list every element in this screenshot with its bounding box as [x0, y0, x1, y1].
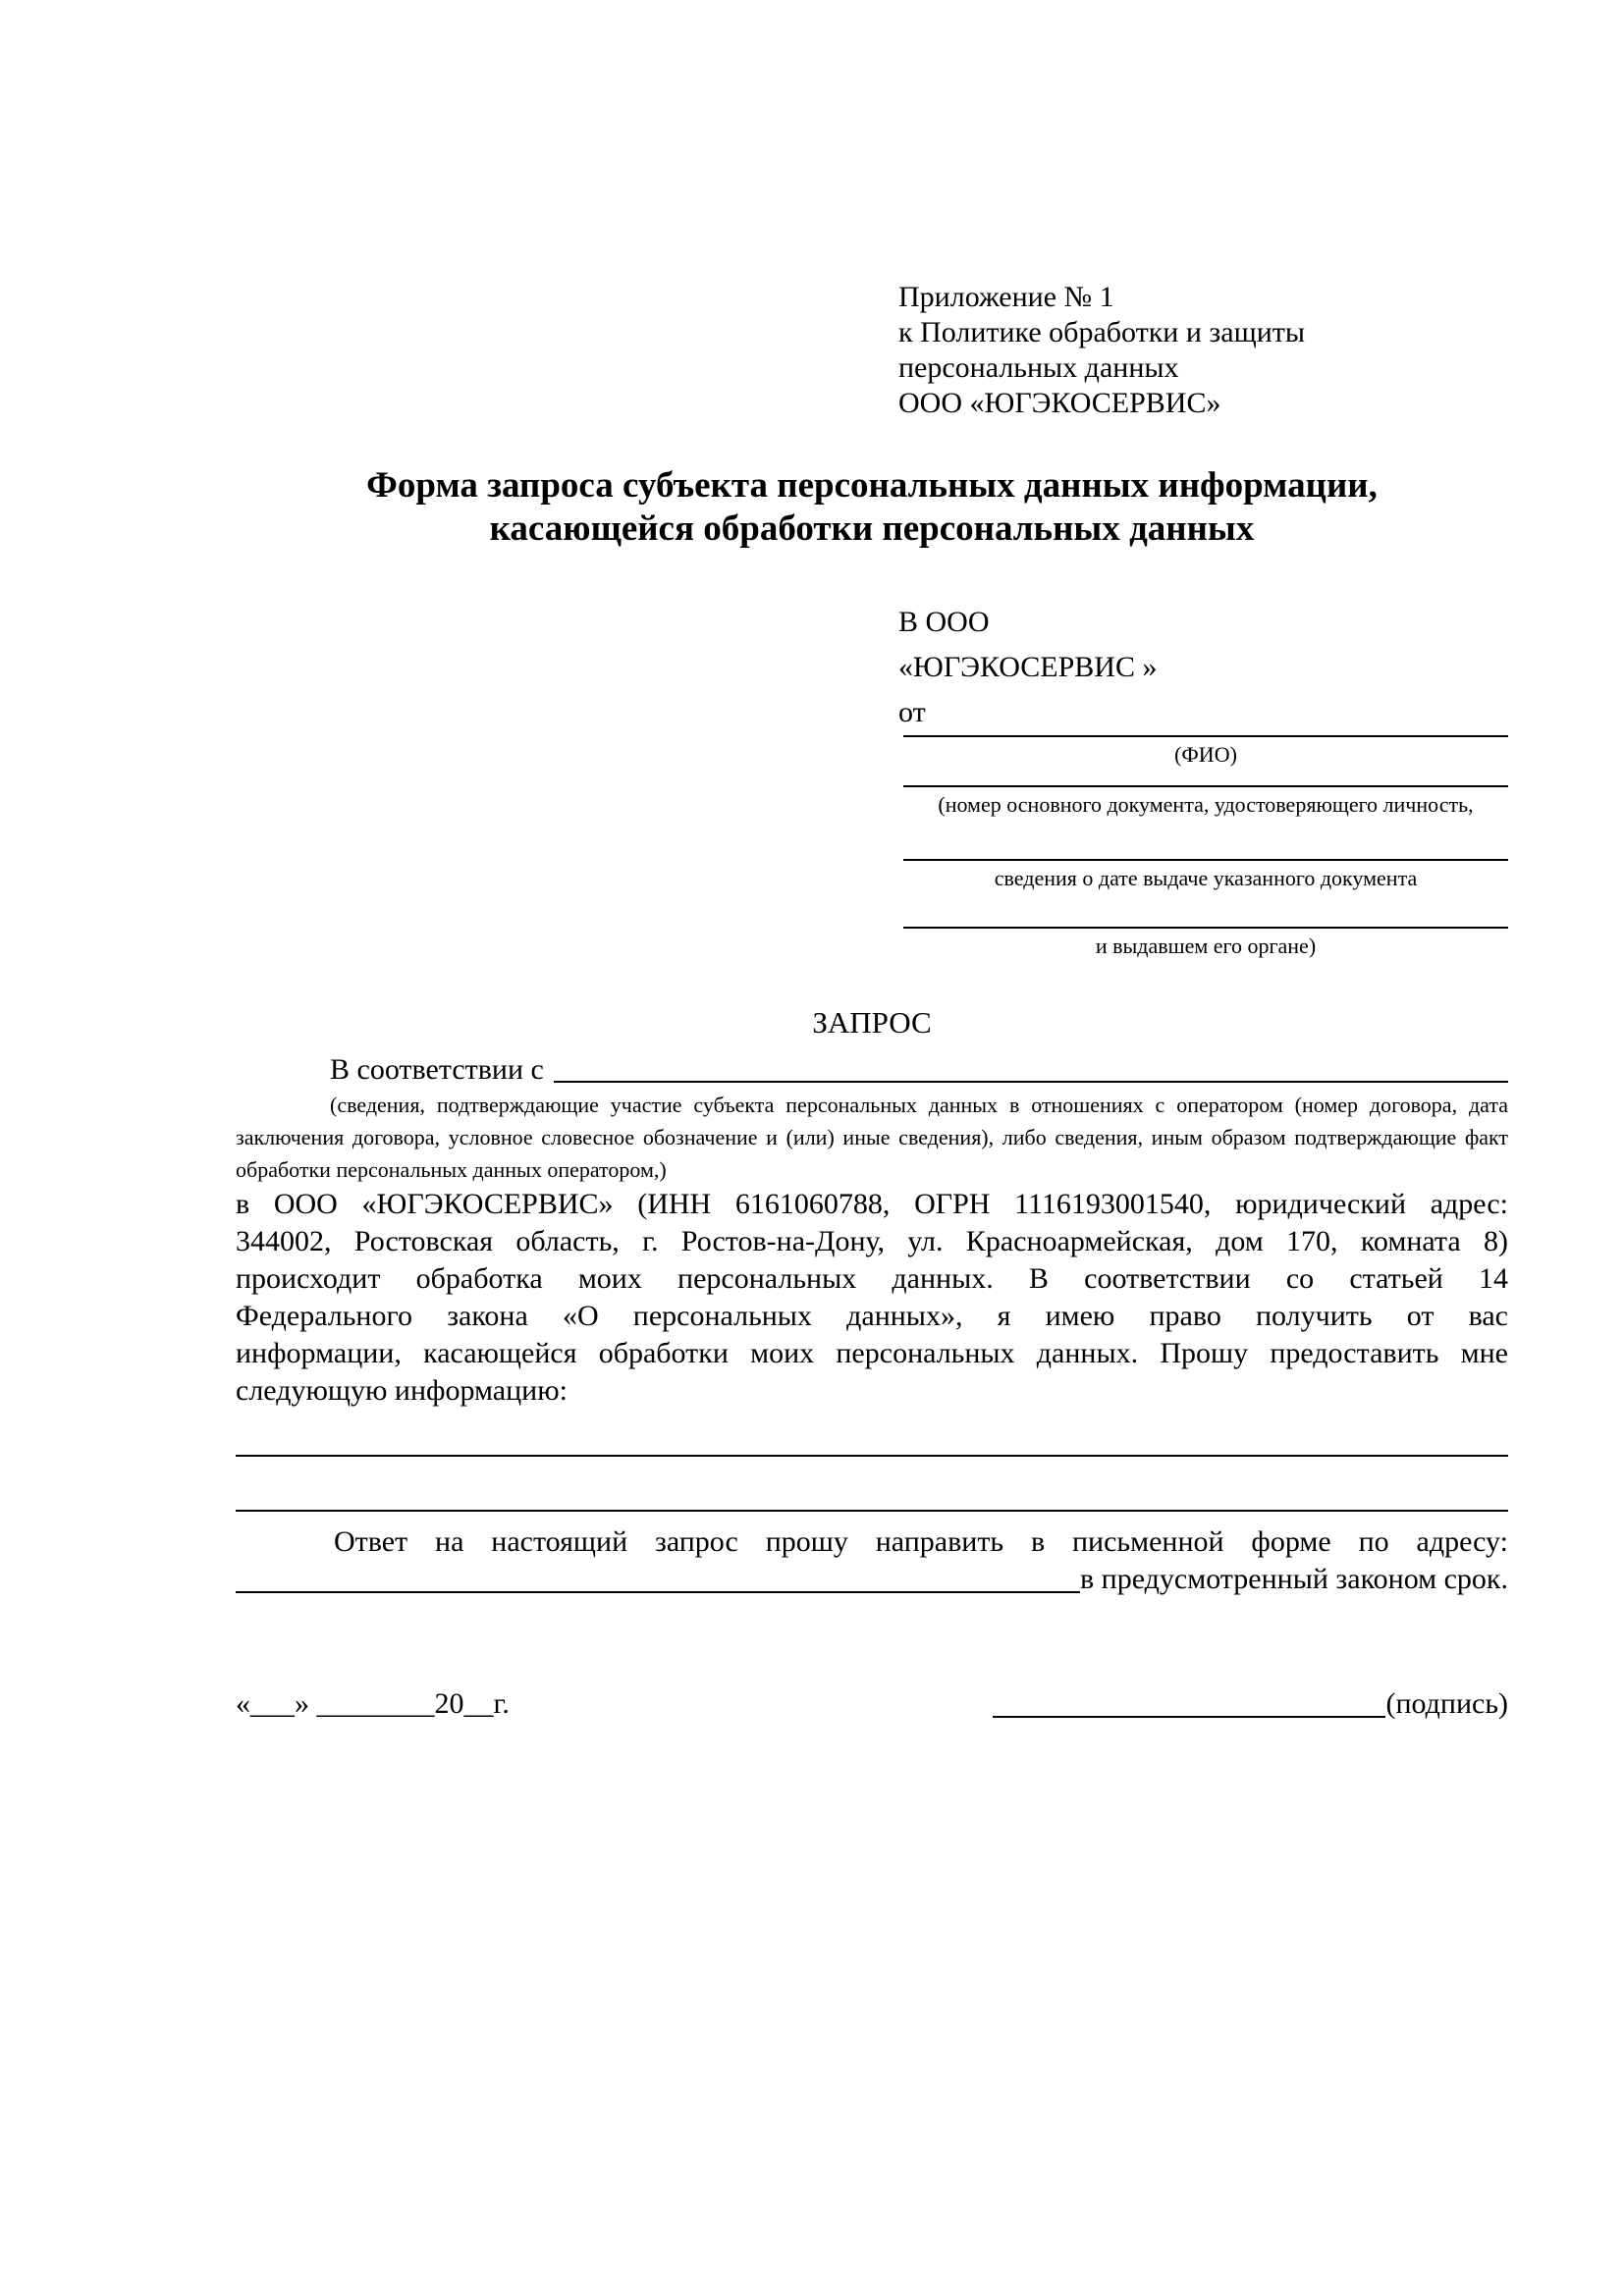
issue-date-caption: сведения о дате выдаче указанного документа	[994, 866, 1418, 890]
field-document-number	[903, 785, 1508, 818]
request-note	[236, 1089, 1508, 1186]
fio-caption: (ФИО)	[1174, 742, 1237, 767]
title-line: касающейся обработки персональных данных	[489, 508, 1255, 549]
document-content	[236, 0, 1508, 1724]
body-line: происходит обработка моих персональных данных. В соответствии со статьей 14	[236, 1262, 1508, 1295]
appendix-line: к Политике обработки и защиты	[898, 316, 1306, 348]
field-issuing-authority	[903, 927, 1508, 959]
signature-blank-line	[993, 1716, 1385, 1718]
document-number-blank-line	[903, 785, 1508, 787]
note-line: обработки персональных данных оператором,)	[236, 1157, 667, 1182]
issuing-authority-blank-line	[903, 927, 1508, 929]
body-line: следующую информацию:	[236, 1374, 568, 1407]
appendix-line: ООО «ЮГЭКОСЕРВИС»	[898, 387, 1221, 419]
body-line: информации, касающейся обработки моих персональных данных. Прошу предоставить мне	[236, 1337, 1508, 1369]
appendix-line: Приложение № 1	[898, 281, 1114, 313]
note-line: заключения договора, условное словесное обозначение и (или) иные сведения), либо сведения, иным образом подтверждающие факт	[236, 1125, 1508, 1149]
signature-area	[993, 1684, 1508, 1724]
note-line: (сведения, подтверждающие участие субъекта персональных данных в отношениях с оператором (номер договора, дата	[330, 1093, 1508, 1117]
body-line: в ООО «ЮГЭКОСЕРВИС» (ИНН 6161060788, ОГРН 1116193001540, юридический адрес:	[236, 1188, 1508, 1220]
addressee-block	[898, 600, 1508, 735]
addressee-line: от	[898, 696, 926, 728]
document-title	[236, 464, 1508, 551]
document-number-caption: (номер основного документа, удостоверяющего личность,	[938, 792, 1474, 817]
request-heading: ЗАПРОС	[812, 1005, 932, 1040]
request-intro-blank-line	[554, 1081, 1508, 1083]
body-line: 344002, Ростовская область, г. Ростов-на-Дону, ул. Красноармейская, дом 170, комната 8)	[236, 1225, 1508, 1257]
appendix-block	[898, 280, 1508, 421]
issue-date-blank-line	[903, 859, 1508, 861]
reply-tail-row	[236, 1561, 1508, 1598]
request-intro-row	[236, 1051, 1508, 1089]
signature-row	[236, 1684, 1508, 1724]
addressee-line: «ЮГЭКОСЕРВИС »	[898, 651, 1158, 683]
date-placeholder: «___» ________20__г.	[236, 1687, 510, 1720]
fio-blank-line	[903, 735, 1508, 737]
fill-in-fields	[903, 735, 1508, 959]
issuing-authority-caption: и выдавшем его органе)	[1095, 934, 1317, 958]
body-line: Федерального закона «О персональных данных», я имею право получить от вас	[236, 1300, 1508, 1332]
signature-caption: (подпись)	[1385, 1687, 1508, 1720]
request-intro-label: В соответствии с	[330, 1053, 544, 1086]
field-fio	[903, 735, 1508, 768]
request-body-paragraph	[236, 1186, 1508, 1410]
information-blank-line	[236, 1510, 1508, 1512]
field-issue-date	[903, 859, 1508, 891]
appendix-line: персональных данных	[898, 351, 1179, 384]
information-blank-line	[236, 1455, 1508, 1457]
address-blank-line	[236, 1591, 1080, 1593]
reply-address-line: Ответ на настоящий запрос прошу направить в письменной форме по адресу:	[334, 1525, 1508, 1558]
addressee-line: В ООО	[898, 606, 990, 638]
title-line: Форма запроса субъекта персональных данных информации,	[366, 465, 1378, 506]
reply-tail-text: в предусмотренный законом срок.	[1080, 1563, 1508, 1595]
